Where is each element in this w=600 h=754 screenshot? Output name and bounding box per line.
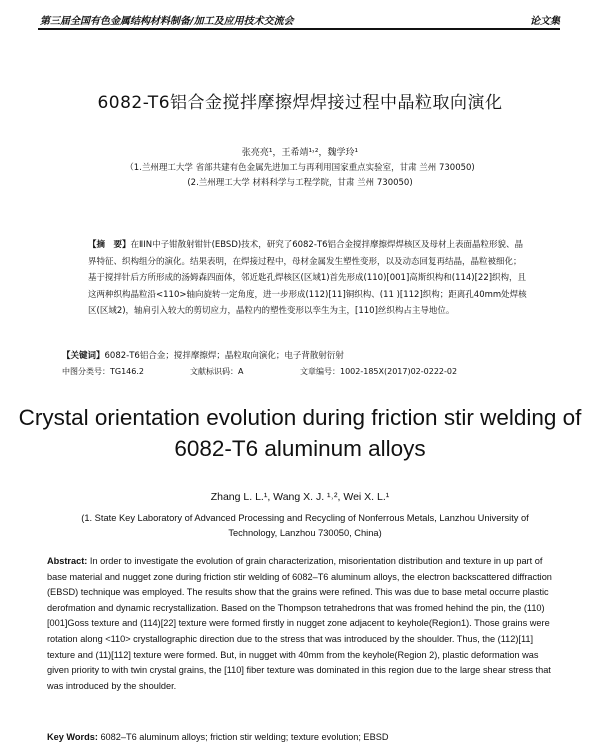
chinese-keywords-label: 【关键词】	[62, 351, 105, 361]
english-abstract-label: Abstract:	[47, 556, 88, 566]
chinese-authors: 张亮亮¹，王希靖¹˒²，魏学玲¹	[241, 148, 359, 158]
english-keywords	[47, 732, 559, 742]
chinese-affiliation-2: (2.兰州理工大学 材料科学与工程学院，甘肃 兰州 730050)	[187, 178, 413, 188]
document-code: 文献标识码：A	[190, 367, 244, 376]
english-affiliation: (1. State Key Laboratory of Advanced Processing and Recycling of Nonferrous Metals, Lanzhou University of Technology, Lanzhou 730050, China)	[81, 513, 529, 538]
chinese-affiliation-1: （1.兰州理工大学 省部共建有色金属先进加工与再利用国家重点实验室，甘肃 兰州 730050)	[125, 163, 475, 173]
chinese-abstract-label: 【摘 要】	[88, 240, 131, 250]
english-abstract	[47, 554, 559, 694]
english-title: Crystal orientation evolution during friction stir welding of 6082-T6 aluminum alloys	[18, 405, 582, 461]
chinese-abstract-text: 在ⅡIN中子钳散射钳针(EBSD)技术，研究了6082-T6铝合金搅拌摩擦焊焊核区及母材上表面晶粒形貌、晶界特征、织构组分的演化。结果表明，在焊接过程中，母材金属发生塑性变形，以及动态回复再结晶，晶粒被细化；基于搅拌针后方所形成的汤姆森四面体，邻近匙孔焊核区(区域1)首先形成(110)[001]高斯织构和(114)[22]织构，且这两种织构晶粒沿<110>轴向旋转一定角度，进一步形成(112)[11]铜织构、(11 )[112]织构；距离孔40mm处焊核区(区域2)，轴肩引入较大的剪切应力，晶粒内的塑性变形以孪生为主，[110]丝织构占主导地位。	[88, 240, 527, 317]
article-number: 文章编号：1002-185X(2017)02-0222-02	[300, 367, 458, 376]
english-keywords-label: Key Words:	[47, 732, 98, 742]
conference-title: 第三届全国有色金属结构材料制备/加工及应用技术交流会	[40, 16, 294, 27]
chinese-abstract	[88, 237, 528, 320]
proceedings-label: 论文集	[530, 16, 560, 27]
chinese-keywords-text: 6082-T6铝合金；搅拌摩擦焊；晶粒取向演化；电子背散射衍射	[104, 351, 344, 361]
chinese-title: 6082-T6铝合金搅拌摩擦焊焊接过程中晶粒取向演化	[97, 93, 503, 113]
english-keywords-text: 6082–T6 aluminum alloys; friction stir welding; texture evolution; EBSD	[97, 732, 389, 742]
english-authors: Zhang L. L.¹, Wang X. J. ¹˒², Wei X. L.¹	[210, 491, 390, 503]
classification-line	[62, 366, 542, 378]
classification-number: 中图分类号：TG146.2	[62, 367, 144, 376]
chinese-keywords	[62, 349, 542, 361]
running-header	[38, 10, 560, 30]
english-abstract-text: In order to investigate the evolution of grain characterization, misorientation distribution and texture in up part of base material and nugget zone during friction stir welding of 6082–T6 aluminum alloys, the electron backscattered diffraction (EBSD) technique was employed. The results show that the grains were refined. This was due to base metal occurre plastic derofmation and dynamic recrystallization. Based on the Thompson tetrahedrons that was fromed hehind the pin, the (110)[001]Goss texture and (114)[22] texture were formed firstly in nugget zone adjacent to keyhole(Region1). Those grains were rotation along <110> crystallographic direction due to the stress that was introduced by the shoulder. Thus, the (112)[11] texture and (11)[112] texture were formed. But, in nugget with 40mm from the keyhole(Region 2), plastic deformation was given priority to with twin crystal grains, the [110] fiber texture was dominated in this region due to the large shear stress that was introduced by the shoulder.	[47, 556, 552, 691]
